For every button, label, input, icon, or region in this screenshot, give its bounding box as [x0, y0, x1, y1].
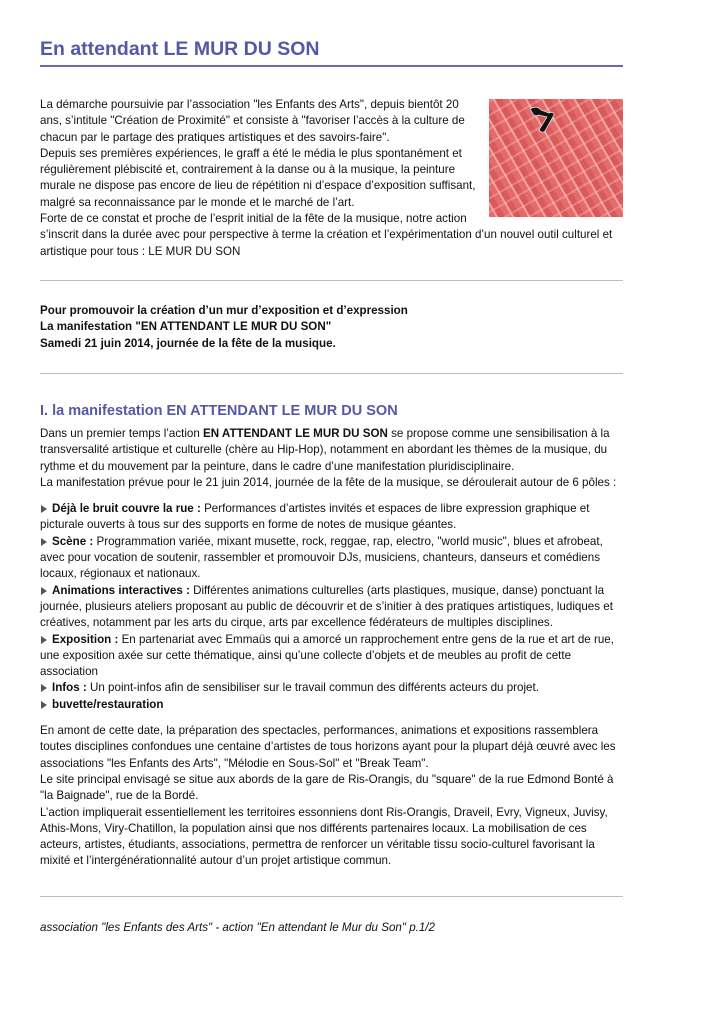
- page-footer: association "les Enfants des Arts" - action "En attendant le Mur du Son" p.1/2: [40, 921, 435, 934]
- after-paragraph: Le site principal envisagé se situe aux abords de la gare de Ris-Orangis, du "square" de la rue Edmond Bonté à "la Baignade", rue de la Bordé.: [40, 772, 614, 803]
- intro-paragraph-2: Depuis ses premières expériences, le graff a été le média le plus spontanément et régulièrement plébiscité et, contrairement à la danse ou à la musique, la peinture murale ne dispose pas encore de lieu de répétition ni d’espace d’exposition suffisant, malgré sa reconnaissance par le monde et le marché de l’art.: [40, 146, 476, 209]
- bullet-triangle-icon: [41, 587, 47, 595]
- pole-label: buvette/restauration: [52, 697, 164, 711]
- pole-item: [40, 534, 623, 583]
- music-note-icon: [527, 105, 557, 135]
- pole-text: Programmation variée, mixant musette, rock, reggae, rap, electro, "world music", blues et afrobeat, avec pour vocation de soutenir, rassembler et promouvoir DJs, musiciens, chanteurs, danseurs et comédiens locaux, régionaux et nationaux.: [40, 534, 603, 581]
- intro-paragraph-3: Forte de ce constat et proche de l’esprit initial de la fête de la musique, notre action s’inscrit dans la durée avec pour perspective à terme la création et l’expérimentation d’un nouvel outil culturel et artistique pour tous : LE MUR DU SON: [40, 212, 613, 258]
- bold-text: EN ATTENDANT LE MUR DU SON: [203, 427, 388, 440]
- pole-item: [40, 697, 623, 713]
- title-rule: [40, 65, 623, 67]
- pole-item: [40, 583, 623, 632]
- pole-text: Un point-infos afin de sensibiliser sur le travail commun des différents acteurs du projet.: [86, 681, 539, 695]
- bullet-triangle-icon: [41, 538, 47, 546]
- promo-line: Samedi 21 juin 2014, journée de la fête de la musique.: [40, 336, 336, 350]
- divider: [40, 896, 623, 897]
- text: se propose comme une sensibilisation à la transversalité artistique et culturelle (chère au Hip-Hop), notamment en abordant les thèmes de la musique, du rythme et du mouvement par la peinture, dans le cadre d’une manifestation pluridisciplinaire.: [40, 427, 610, 473]
- promo-block: [40, 303, 408, 352]
- pole-text: Performances d’artistes invités et espaces de libre expression graphique et picturale ouverts à tous sur des supports en forme de notes de musique géantes.: [40, 502, 590, 532]
- section-paragraph-1: [40, 426, 623, 475]
- divider: [40, 373, 623, 374]
- after-block: [40, 723, 623, 870]
- pole-label: Déjà le bruit couvre la rue :: [52, 502, 201, 516]
- bullet-triangle-icon: [41, 636, 47, 644]
- pole-item: [40, 680, 623, 696]
- promo-line: Pour promouvoir la création d’un mur d’exposition et d’expression: [40, 304, 408, 317]
- pole-item: [40, 501, 623, 534]
- poles-list: [40, 501, 623, 713]
- bullet-triangle-icon: [41, 684, 47, 692]
- pole-text: En partenariat avec Emmaüs qui a amorcé un rapprochement entre gens de la rue et art de rue, une exposition axée sur cette thématique, ainsi qu’une collecte d’objets et de meubles au profit de cette association: [40, 632, 614, 679]
- after-paragraph: En amont de cette date, la préparation des spectacles, performances, animations et expositions rassemblera toutes disciplines confondues une centaine d’artistes de tous horizons ayant pour la plupart déjà œuvré avec les associations "les Enfants des Arts", "Mélodie en Sous-Sol" et "Break Team".: [40, 724, 616, 770]
- music-note-graffiti-image: [489, 99, 623, 217]
- bullet-triangle-icon: [41, 505, 47, 513]
- intro-section: [40, 97, 623, 260]
- section-heading: I. la manifestation EN ATTENDANT LE MUR DU SON: [40, 403, 398, 419]
- divider: [40, 280, 623, 281]
- section-paragraph-2: La manifestation prévue pour le 21 juin 2014, journée de la fête de la musique, se déroulerait autour de 6 pôles :: [40, 475, 617, 489]
- text: Dans un premier temps l’action: [40, 427, 204, 440]
- pole-item: [40, 632, 623, 681]
- bullet-triangle-icon: [41, 701, 47, 709]
- pole-label: Animations interactives :: [52, 583, 190, 597]
- after-paragraph: L’action impliquerait essentiellement les territoires essonniens dont Ris-Orangis, Draveil, Evry, Vigneux, Juvisy, Athis-Mons, Viry-Chatillon, la population ainsi que nos différents partenaires locaux. La mobilisation de ces acteurs, artistes, étudiants, associations, permettra de renforcer un véritable tissu socio-culturel favorisant la mixité et l’intergénérationnalité autour d’un projet artistique commun.: [40, 805, 608, 868]
- pole-label: Scène :: [52, 534, 94, 548]
- pole-label: Exposition :: [52, 632, 119, 646]
- intro-paragraph-1: La démarche poursuivie par l’association "les Enfants des Arts", depuis bientôt 20 ans, s’intitule "Création de Proximité" et consiste à "favoriser l’accès à la culture de chacun par le partage des pratiques artistiques et des savoirs-faire".: [40, 98, 465, 144]
- pole-text: Différentes animations culturelles (arts plastiques, musique, danse) ponctuant la journée, plusieurs ateliers proposant au public de découvrir et de s’initier à des pratiques artistiques, ludiques et créatives, notamment par les arts du cirque, arts par excellence fédérateurs de multiples disciplines.: [40, 583, 613, 630]
- page-title: En attendant LE MUR DU SON: [40, 38, 320, 60]
- pole-label: Infos :: [52, 681, 87, 695]
- section-body: [40, 426, 623, 870]
- promo-line: La manifestation "EN ATTENDANT LE MUR DU SON": [40, 320, 332, 334]
